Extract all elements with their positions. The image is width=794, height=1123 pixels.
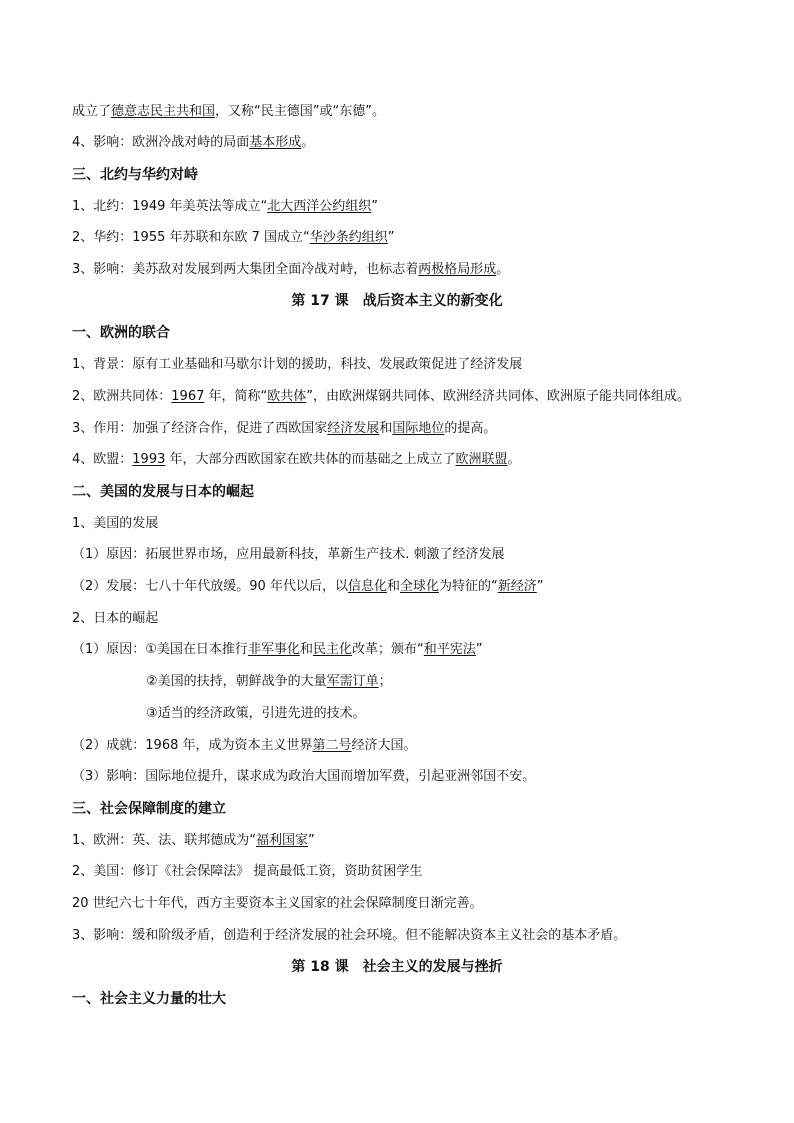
paragraph-line bbox=[72, 451, 521, 469]
text-segment: ； bbox=[378, 674, 392, 689]
text-segment: 。 bbox=[301, 135, 315, 150]
paragraph-line bbox=[72, 388, 690, 406]
paragraph-line bbox=[72, 546, 505, 564]
text-segment: 2、美国：修订《社会保障法》 提高最低工资，资助贫困学生 bbox=[72, 864, 423, 879]
text-segment: ” bbox=[536, 579, 544, 594]
underlined-term: 两极格局形成 bbox=[418, 262, 497, 277]
text-segment: 1、欧洲：英、法、联邦德成为“ bbox=[72, 833, 257, 848]
text-segment: 一、欧洲的联合 bbox=[72, 325, 170, 341]
text-segment: 和 bbox=[386, 579, 400, 594]
paragraph-line bbox=[72, 198, 378, 216]
underlined-term: 1993 bbox=[132, 452, 166, 467]
text-segment: 的提高。 bbox=[444, 421, 497, 436]
text-segment: 1、北约：1949 年美英法等成立“ bbox=[72, 199, 268, 214]
paragraph-line bbox=[72, 737, 417, 755]
text-segment: （3）影响：国际地位提升，谋求成为政治大国而增加军费，引起亚洲邻国不安。 bbox=[72, 769, 536, 784]
underlined-term: 1967 bbox=[171, 389, 205, 404]
underlined-term: 基本形成 bbox=[249, 135, 302, 150]
underlined-term: 经济发展 bbox=[327, 421, 380, 436]
underlined-term: 欧洲联盟 bbox=[455, 452, 508, 467]
text-segment: 成立了 bbox=[72, 104, 112, 119]
text-segment: 二、美国的发展与日本的崛起 bbox=[72, 484, 254, 500]
text-segment: 3、影响：美苏敌对发展到两大集团全面冷战对峙，也标志着 bbox=[72, 262, 419, 277]
text-segment: ③适当的经济政策，引进先进的技术。 bbox=[146, 706, 366, 721]
text-segment: （2）发展：七八十年代放缓。90 年代以后，以 bbox=[72, 579, 348, 594]
underlined-term: 华沙条约组织 bbox=[309, 230, 388, 245]
text-segment: 4、影响：欧洲冷战对峙的局面 bbox=[72, 135, 250, 150]
text-segment: 和 bbox=[379, 421, 393, 436]
lesson-title bbox=[0, 958, 794, 976]
text-segment: （1）原因：拓展世界市场，应用最新科技，革新生产技术. 刺激了经济发展 bbox=[72, 547, 505, 562]
text-segment: 第 17 课 战后资本主义的新变化 bbox=[291, 293, 503, 309]
text-segment: ”，由欧洲煤钢共同体、欧洲经济共同体、欧洲原子能共同体组成。 bbox=[306, 389, 691, 404]
paragraph-line bbox=[72, 356, 522, 374]
text-segment: ” bbox=[387, 230, 395, 245]
paragraph-line bbox=[72, 863, 422, 881]
text-segment: ②美国的扶持，朝鲜战争的大量 bbox=[146, 674, 327, 689]
text-segment: 1、背景：原有工业基础和马歇尔计划的援助，科技、发展政策促进了经济发展 bbox=[72, 357, 523, 372]
text-segment: 第 18 课 社会主义的发展与挫折 bbox=[291, 959, 503, 975]
text-segment: ” bbox=[371, 199, 378, 214]
underlined-term: 第二号 bbox=[312, 738, 352, 753]
text-segment: （2）成就：1968 年，成为资本主义世界 bbox=[72, 738, 313, 753]
paragraph-line bbox=[72, 927, 626, 945]
paragraph-line bbox=[72, 229, 395, 247]
text-segment: 年，简称“ bbox=[204, 389, 268, 404]
section-heading bbox=[72, 990, 226, 1008]
text-segment: 20 世纪六七十年代，西方主要资本主义国家的社会保障制度日渐完善。 bbox=[72, 896, 483, 911]
text-segment: 3、影响：缓和阶级矛盾，创造利于经济发展的社会环境。但不能解决资本主义社会的基本矛盾。 bbox=[72, 928, 627, 943]
text-segment: 2、日本的崛起 bbox=[72, 611, 159, 626]
text-segment: 为特征的“ bbox=[439, 579, 498, 594]
underlined-term: 新经济 bbox=[497, 579, 537, 594]
text-segment: 和 bbox=[299, 642, 313, 657]
underlined-term: 信息化 bbox=[347, 579, 387, 594]
paragraph-line bbox=[72, 420, 496, 438]
text-segment: ，又称“民主德国”或“东德”。 bbox=[215, 104, 385, 119]
underlined-term: 欧共体 bbox=[267, 389, 307, 404]
text-segment: 2、欧洲共同体： bbox=[72, 389, 172, 404]
text-segment: ” bbox=[308, 833, 315, 848]
paragraph-line bbox=[72, 261, 509, 279]
text-segment: 。 bbox=[507, 452, 521, 467]
text-segment: 三、社会保障制度的建立 bbox=[72, 801, 226, 817]
text-segment: 年，大部分西欧国家在欧共体的而基础之上成立了 bbox=[165, 452, 456, 467]
underlined-term: 民主化 bbox=[312, 642, 352, 657]
text-segment: ” bbox=[475, 642, 483, 657]
paragraph-line bbox=[72, 134, 314, 152]
underlined-term: 福利国家 bbox=[256, 833, 309, 848]
paragraph-line bbox=[72, 515, 158, 533]
text-segment: 4、欧盟： bbox=[72, 452, 133, 467]
text-segment: 3、作用：加强了经济合作，促进了西欧国家 bbox=[72, 421, 328, 436]
paragraph-line bbox=[72, 103, 385, 121]
text-segment: 。 bbox=[496, 262, 510, 277]
indented-line bbox=[146, 705, 366, 723]
paragraph-line bbox=[72, 768, 535, 786]
underlined-term: 国际地位 bbox=[392, 421, 445, 436]
text-segment: （1）原因：①美国在日本推行 bbox=[72, 642, 248, 657]
underlined-term: 军需订单 bbox=[326, 674, 379, 689]
text-segment: 改革；颁布“ bbox=[351, 642, 424, 657]
section-heading bbox=[72, 800, 226, 818]
underlined-term: 和平宪法 bbox=[423, 642, 476, 657]
text-segment: 2、华约：1955 年苏联和东欧 7 国成立“ bbox=[72, 230, 310, 245]
underlined-term: 全球化 bbox=[399, 579, 439, 594]
text-segment: 1、美国的发展 bbox=[72, 516, 159, 531]
section-heading bbox=[72, 483, 254, 501]
paragraph-line bbox=[72, 832, 315, 850]
paragraph-line bbox=[72, 641, 483, 659]
paragraph-line bbox=[72, 610, 158, 628]
text-segment: 经济大国。 bbox=[351, 738, 417, 753]
indented-line bbox=[146, 673, 392, 691]
section-heading bbox=[72, 166, 198, 184]
underlined-term: 北大西洋公约组织 bbox=[267, 199, 372, 214]
text-segment: 一、社会主义力量的壮大 bbox=[72, 991, 226, 1007]
lesson-title bbox=[0, 292, 794, 310]
text-segment: 三、北约与华约对峙 bbox=[72, 167, 198, 183]
underlined-term: 非军事化 bbox=[247, 642, 300, 657]
paragraph-line bbox=[72, 578, 544, 596]
section-heading bbox=[72, 324, 170, 342]
paragraph-line bbox=[72, 895, 483, 913]
underlined-term: 德意志民主共和国 bbox=[111, 104, 216, 119]
